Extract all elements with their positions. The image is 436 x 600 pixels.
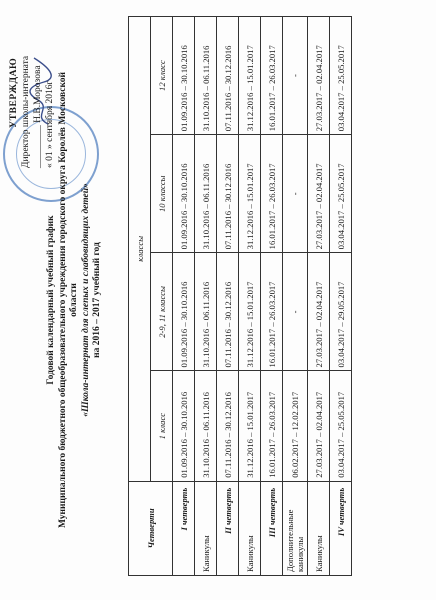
table-row — [217, 17, 239, 576]
table-cell: - — [283, 253, 308, 371]
approval-signature-line: _________ Н.В.Морозова — [33, 65, 43, 168]
row-label: Каникулы — [308, 481, 330, 575]
table-cell: 07.11.2016 – 30.12.2016 — [217, 135, 239, 253]
column-header: 2-9, 11 классы — [151, 253, 173, 371]
table-cell: - — [283, 17, 308, 135]
table-row — [239, 17, 261, 576]
institution-short-name: «Школа-интернат для слепых и слабовидящих детей» — [80, 183, 91, 417]
schedule-table — [128, 16, 352, 576]
table-row — [195, 17, 217, 576]
quarters-header: Четверти — [129, 481, 173, 575]
document-title: Годовой календарный учебный график — [46, 215, 56, 385]
column-header: 10 классы — [151, 135, 173, 253]
table-row — [283, 17, 308, 576]
row-label: Дополнительные каникулы — [283, 481, 308, 575]
table-row — [330, 17, 352, 576]
table-cell: 16.01.2017 – 26.03.2017 — [261, 135, 283, 253]
column-header: 12 класс — [151, 17, 173, 135]
table-cell: - — [283, 135, 308, 253]
column-header: 1 класс — [151, 371, 173, 481]
table-cell: 31.12.2016 – 15.01.2017 — [239, 371, 261, 481]
table-cell: 31.10.2016 – 06.11.2016 — [195, 17, 217, 135]
approval-position: Директор школы-интерната — [21, 55, 31, 168]
table-header-row — [129, 17, 151, 576]
table-cell: 03.04.2017 – 25.05.2017 — [330, 135, 352, 253]
table-cell: 03.04.2017 – 25.05.2017 — [330, 371, 352, 481]
institution-name: Муниципального бюджетного общеобразовательного учреждения городского округа Королёв Московской области — [57, 71, 79, 529]
row-label: I четверть — [173, 481, 195, 575]
table-cell: 03.04.2017 – 25.05.2017 — [330, 17, 352, 135]
table-cell: 31.10.2016 – 06.11.2016 — [195, 371, 217, 481]
table-cell: 27.03.2017 – 02.04.2017 — [308, 135, 330, 253]
table-cell: 31.12.2016 – 15.01.2017 — [239, 253, 261, 371]
approval-date: « 01 » сентября 2016г — [45, 80, 55, 168]
table-cell: 16.01.2017 – 26.03.2017 — [261, 371, 283, 481]
row-label: IV четверть — [330, 481, 352, 575]
table-cell: 01.09.2016 – 30.10.2016 — [173, 135, 195, 253]
table-cell: 31.12.2016 – 15.01.2017 — [239, 135, 261, 253]
row-label: Каникулы — [239, 481, 261, 575]
table-cell: 31.12.2016 – 15.01.2017 — [239, 17, 261, 135]
classes-group-header: классы — [129, 17, 151, 482]
table-cell: 07.11.2016 – 30.12.2016 — [217, 371, 239, 481]
table-cell: 01.09.2016 – 30.10.2016 — [173, 371, 195, 481]
row-label: II четверть — [217, 481, 239, 575]
table-cell: 16.01.2017 – 26.03.2017 — [261, 253, 283, 371]
table-cell: 27.03.2017 – 02.04.2017 — [308, 371, 330, 481]
table-cell: 16.01.2017 – 26.03.2017 — [261, 17, 283, 135]
table-cell: 27.03.2017 – 02.04.2017 — [308, 17, 330, 135]
table-cell: 01.09.2016 – 30.10.2016 — [173, 253, 195, 371]
table-cell: 01.09.2016 – 30.10.2016 — [173, 17, 195, 135]
document-title-block — [46, 60, 104, 540]
table-cell: 31.10.2016 – 06.11.2016 — [195, 253, 217, 371]
table-cell: 07.11.2016 – 30.12.2016 — [217, 253, 239, 371]
table-cell: 27.03.2017 – 02.04.2017 — [308, 253, 330, 371]
table-row — [308, 17, 330, 576]
table-row — [173, 17, 195, 576]
table-cell: 06.02.2017 – 12.02.2017 — [283, 371, 308, 481]
row-label: Каникулы — [195, 481, 217, 575]
table-cell: 07.11.2016 – 30.12.2016 — [217, 17, 239, 135]
row-label: III четверть — [261, 481, 283, 575]
table-cell: 03.04.2017 – 29.05.2017 — [330, 253, 352, 371]
table-row — [261, 17, 283, 576]
approval-title: УТВЕРЖДАЮ — [9, 57, 19, 128]
table-cell: 31.10.2016 – 06.11.2016 — [195, 135, 217, 253]
academic-year: на 2016 – 2017 учебный год — [92, 242, 102, 358]
